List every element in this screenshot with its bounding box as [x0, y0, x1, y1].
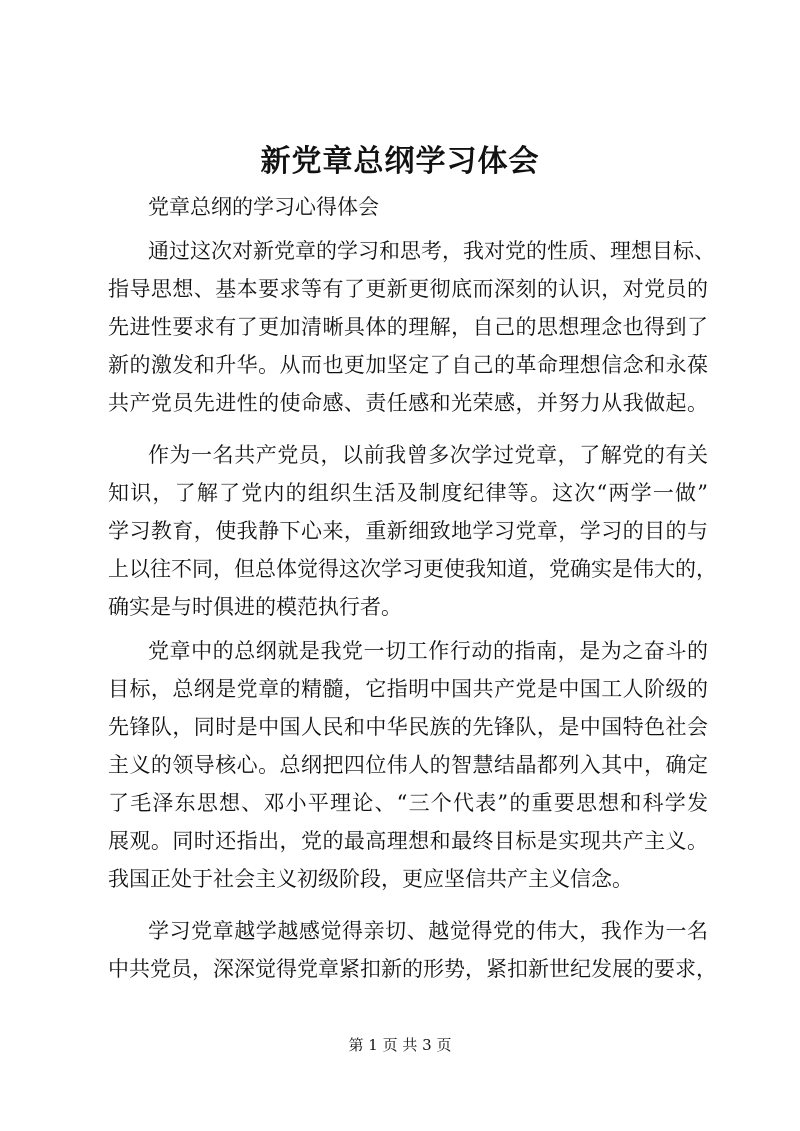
paragraph-line: 学习教育，使我静下心来，重新细致地学习党章，学习的目的与	[108, 519, 708, 543]
page-footer: 第 1 页 共 3 页	[348, 1036, 452, 1054]
paragraph-line: 学习党章越学越感觉得亲切、越觉得党的伟大，我作为一名	[148, 919, 708, 943]
paragraph-line: 新的激发和升华。从而也更加坚定了自己的革命理想信念和永葆	[108, 353, 708, 377]
paragraph-line: 先锋队，同时是中国人民和中华民族的先锋队，是中国特色社会	[108, 715, 708, 739]
paragraph-line: 知识，了解了党内的组织生活及制度纪律等。这次“两学一做”	[108, 481, 708, 505]
paragraph-line: 党章中的总纲就是我党一切工作行动的指南，是为之奋斗的	[148, 639, 708, 663]
paragraph-line: 确实是与时俱进的模范执行者。	[108, 595, 402, 619]
paragraph-line: 中共党员，深深觉得党章紧扣新的形势，紧扣新世纪发展的要求，	[108, 957, 717, 981]
document-subtitle: 党章总纲的学习心得体会	[148, 195, 379, 219]
document-title: 新党章总纲学习体会	[260, 144, 540, 179]
paragraph-line: 了毛泽东思想、邓小平理论、“三个代表”的重要思想和科学发	[108, 791, 708, 815]
paragraph-line: 共产党员先进性的使命感、责任感和光荣感，并努力从我做起。	[108, 391, 708, 415]
paragraph-line: 作为一名共产党员，以前我曾多次学过党章，了解党的有关	[148, 443, 708, 467]
paragraph-line: 我国正处于社会主义初级阶段，更应坚信共产主义信念。	[108, 867, 633, 891]
paragraph-line: 上以往不同，但总体觉得这次学习更使我知道，党确实是伟大的，	[108, 557, 717, 581]
paragraph-line: 主义的领导核心。总纲把四位伟人的智慧结晶都列入其中，确定	[108, 753, 708, 777]
paragraph-line: 通过这次对新党章的学习和思考，我对党的性质、理想目标、	[148, 239, 715, 263]
paragraph-line: 目标，总纲是党章的精髓，它指明中国共产党是中国工人阶级的	[108, 677, 708, 701]
paragraph-line: 指导思想、基本要求等有了更新更彻底而深刻的认识，对党员的	[108, 277, 708, 301]
paragraph-line: 展观。同时还指出，党的最高理想和最终目标是实现共产主义。	[108, 829, 708, 853]
paragraph-line: 先进性要求有了更加清晰具体的理解，自己的思想理念也得到了	[108, 315, 708, 339]
